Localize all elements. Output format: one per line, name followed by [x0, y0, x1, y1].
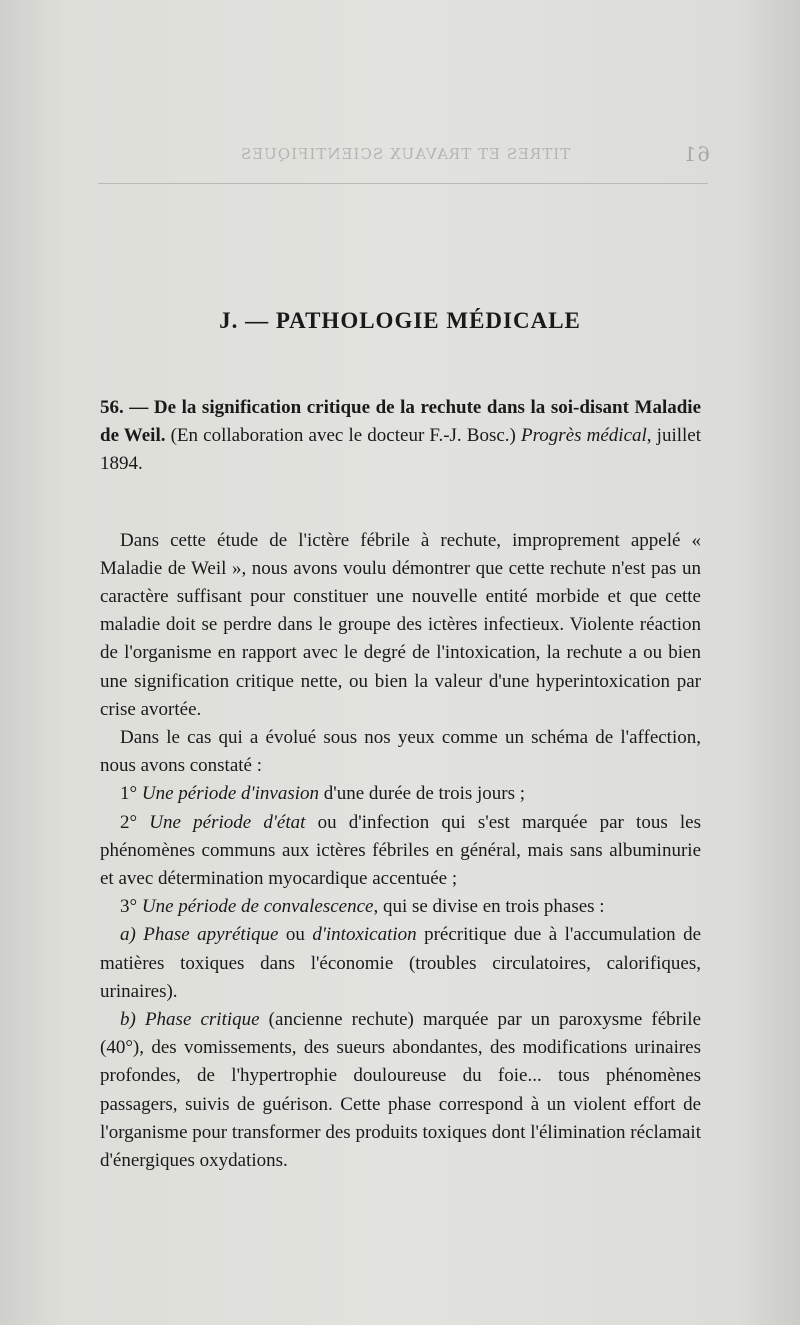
sub-item-a-emphasis-2: d'intoxication: [312, 924, 417, 946]
entry-date: , juillet 1894.: [100, 425, 701, 475]
sub-item-a-label: a): [120, 924, 136, 946]
bibliography-entry: [100, 394, 701, 479]
running-title: TITRES ET TRAVAUX SCIENTIFIQUES: [240, 145, 571, 163]
item-3-number: 3°: [120, 896, 138, 918]
entry-title: De la signification critique de la rechute dans la soi-disant Maladie de Weil.: [100, 397, 702, 447]
entry-journal: Progrès médical: [521, 425, 647, 447]
paragraph-2: Dans le cas qui a évolué sous nos yeux comme un schéma de l'affection, nous avons constaté :: [100, 727, 701, 777]
item-2-text: ou d'infection qui s'est marquée par tous les phénomènes communs aux ictères fébriles en général, mais sans albuminurie et avec détermination myocardique accentuée ;: [100, 811, 701, 890]
paragraph-1: Dans cette étude de l'ictère fébrile à rechute, improprement appelé « Maladie de Weil », nous avons voulu démontrer que cette rechute n'est pas un caractère suffisant pour constituer une nouvelle entité morbide et que cette maladie doit se perdre dans le groupe des ictères infectieux. Violente réaction de l'organisme en rapport avec le degré de l'intoxication, la rechute a ou bien une signification critique nette, ou bien la valeur d'une hyperintoxication par crise avortée.: [100, 529, 701, 720]
sub-item-b: [100, 1006, 701, 1175]
list-item-2: [100, 809, 701, 894]
item-3-emphasis: Une période de convalescence: [141, 896, 374, 918]
item-2-number: 2°: [120, 811, 138, 833]
list-item-1: [100, 780, 701, 808]
item-1-text: d'une durée de trois jours ;: [319, 783, 526, 805]
item-1-emphasis: Une période d'invasion: [141, 783, 320, 805]
page-number: 61: [682, 142, 710, 166]
item-2-emphasis: Une période d'état: [149, 811, 306, 833]
list-item-3: [100, 893, 701, 921]
sub-item-b-emphasis: Phase critique: [144, 1009, 260, 1031]
sub-item-a-connector: ou: [278, 924, 313, 946]
item-1-number: 1°: [120, 783, 138, 805]
sub-item-b-text: (ancienne rechute) marquée par un paroxysme fébrile (40°), des vomissements, des sueurs abondantes, des modifications urinaires profondes, de l'hypertrophie douloureuse du foie... tous phénomènes passagers, suivis de guérison. Cette phase correspond à un violent effort de l'organisme pour transformer des produits toxiques dont l'élimination réclamait d'énergiques oxydations.: [100, 1009, 702, 1172]
sub-item-a-emphasis-1: Phase apyrétique: [143, 924, 279, 946]
section-title: J. — PATHOLOGIE MÉDICALE: [219, 308, 581, 333]
running-head: [240, 142, 710, 166]
sub-item-a-text: précritique due à l'accumulation de matières toxiques dans l'économie (troubles circulatoires, calorifiques, urinaires).: [100, 924, 702, 1002]
sub-item-b-label: b): [120, 1009, 136, 1031]
body-text: [100, 394, 701, 1175]
sub-item-a: [100, 921, 701, 1006]
item-3-text: , qui se divise en trois phases :: [373, 896, 605, 918]
entry-collaboration: (En collaboration avec le docteur F.-J. Bosc.): [170, 425, 516, 447]
header-rule: [98, 183, 708, 184]
entry-number: 56. —: [100, 397, 149, 418]
